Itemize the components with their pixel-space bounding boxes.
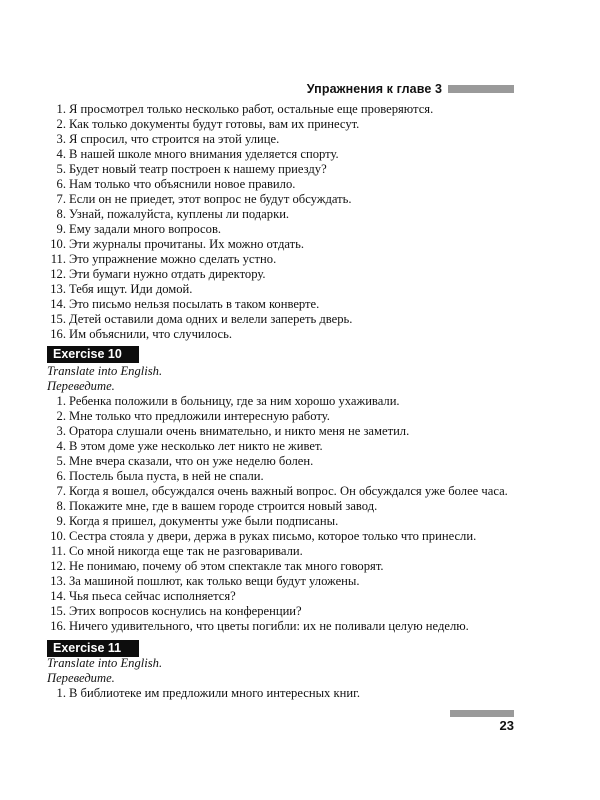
item-text: Как только документы будут готовы, вам их принесут. [69,117,360,131]
exercise-10-heading: Exercise 10 [47,346,139,363]
list-item [47,327,433,342]
item-text: Покажите мне, где в вашем городе строится новый завод. [69,499,378,513]
item-number: 10. [50,529,66,543]
list-item [47,162,433,177]
item-text: Я спросил, что строится на этой улице. [69,132,280,146]
item-text: Ребенка положили в больницу, где за ним хорошо ухаживали. [69,394,400,408]
item-text: Оратора слушали очень внимательно, и никто меня не заметил. [69,424,410,438]
list-item [47,312,433,327]
item-number: 7. [56,192,66,206]
chapter-exercises-title: Упражнения к главе 3 [306,82,442,96]
item-text: Им объяснили, что случилось. [69,327,233,341]
item-number: 11. [50,544,66,558]
item-number: 7. [56,484,66,498]
page-number: 23 [499,718,514,733]
item-number: 13. [50,282,66,296]
item-text: Ничего удивительного, что цветы погибли: их не поливали целую неделю. [69,619,469,633]
item-text: Будет новый театр построен к нашему приезду? [69,162,327,176]
list-item [47,282,433,297]
item-text: В библиотеке им предложили много интересных книг. [69,686,360,700]
item-text: За машиной пошлют, как только вещи будут уложены. [69,574,360,588]
list-item [47,267,433,282]
exercise-10-list [47,394,508,634]
item-text: Если он не приедет, этот вопрос не будут обсуждать. [69,192,352,206]
item-number: 2. [56,117,66,131]
list-item [47,499,508,514]
list-item [47,192,433,207]
exercise-11-heading: Exercise 11 [47,640,139,657]
list-item [47,409,508,424]
item-text: Когда я пришел, документы уже были подписаны. [69,514,339,528]
list-item [47,439,508,454]
list-item [47,589,508,604]
item-text: Чья пьеса сейчас исполняется? [69,589,236,603]
list-item [47,544,508,559]
list-item [47,237,433,252]
item-text: Сестра стояла у двери, держа в руках письмо, которое только что принесли. [69,529,477,543]
item-number: 8. [56,207,66,221]
item-text: Я просмотрел только несколько работ, остальные еще проверяются. [69,102,434,116]
item-text: В этом доме уже несколько лет никто не живет. [69,439,323,453]
list-item [47,529,508,544]
item-text: Постель была пуста, в ней не спали. [69,469,264,483]
list-item [47,514,508,529]
list-item [47,454,508,469]
item-number: 11. [50,252,66,266]
item-text: Нам только что объяснили новое правило. [69,177,296,191]
exercise-10-instruction-en: Translate into English. [47,364,163,378]
item-text: Не понимаю, почему об этом спектакле так много говорят. [69,559,384,573]
item-text: Мне вчера сказали, что он уже неделю болен. [69,454,314,468]
item-text: Тебя ищут. Иди домой. [69,282,193,296]
item-number: 6. [56,469,66,483]
exercise-9-list [47,102,433,342]
list-item [47,252,433,267]
item-number: 3. [56,132,66,146]
list-item [47,604,508,619]
list-item [47,559,508,574]
exercise-10-instruction-ru: Переведите. [47,379,115,393]
list-item [47,207,433,222]
item-number: 12. [50,267,66,281]
item-number: 5. [56,454,66,468]
item-text: Детей оставили дома одних и велели запереть дверь. [69,312,353,326]
list-item [47,574,508,589]
exercise-11-instruction-en: Translate into English. [47,656,163,670]
list-item [47,177,433,192]
list-item [47,394,508,409]
header-decor-bar [448,85,514,93]
list-item [47,147,433,162]
item-number: 14. [50,297,66,311]
item-number: 1. [56,686,66,700]
item-text: Ему задали много вопросов. [69,222,222,236]
item-number: 5. [56,162,66,176]
item-number: 1. [56,394,66,408]
list-item [47,619,508,634]
item-number: 15. [50,312,66,326]
running-header [307,80,514,98]
item-number: 12. [50,559,66,573]
item-number: 10. [50,237,66,251]
item-text: Это упражнение можно сделать устно. [69,252,277,266]
list-item [47,424,508,439]
list-item [47,484,508,499]
item-number: 4. [56,439,66,453]
item-number: 16. [50,619,66,633]
list-item [47,686,360,701]
item-text: Этих вопросов коснулись на конференции? [69,604,302,618]
item-number: 6. [56,177,66,191]
item-text: Мне только что предложили интересную работу. [69,409,330,423]
item-number: 16. [50,327,66,341]
item-number: 8. [56,499,66,513]
item-number: 3. [56,424,66,438]
exercise-11-list [47,686,360,701]
item-number: 2. [56,409,66,423]
list-item [47,297,433,312]
item-text: Это письмо нельзя посылать в таком конверте. [69,297,320,311]
list-item [47,132,433,147]
item-number: 4. [56,147,66,161]
item-number: 14. [50,589,66,603]
item-text: Узнай, пожалуйста, куплены ли подарки. [69,207,290,221]
item-number: 9. [56,222,66,236]
item-number: 1. [56,102,66,116]
item-number: 9. [56,514,66,528]
list-item [47,117,433,132]
item-text: В нашей школе много внимания уделяется спорту. [69,147,339,161]
item-text: Эти бумаги нужно отдать директору. [69,267,266,281]
item-number: 13. [50,574,66,588]
item-text: Эти журналы прочитаны. Их можно отдать. [69,237,305,251]
item-number: 15. [50,604,66,618]
exercise-11-instruction-ru: Переведите. [47,671,115,685]
list-item [47,222,433,237]
footer-decor-bar [450,710,514,717]
item-text: Когда я вошел, обсуждался очень важный вопрос. Он обсуждался уже более часа. [69,484,508,498]
list-item [47,102,433,117]
list-item [47,469,508,484]
item-text: Со мной никогда еще так не разговаривали. [69,544,303,558]
